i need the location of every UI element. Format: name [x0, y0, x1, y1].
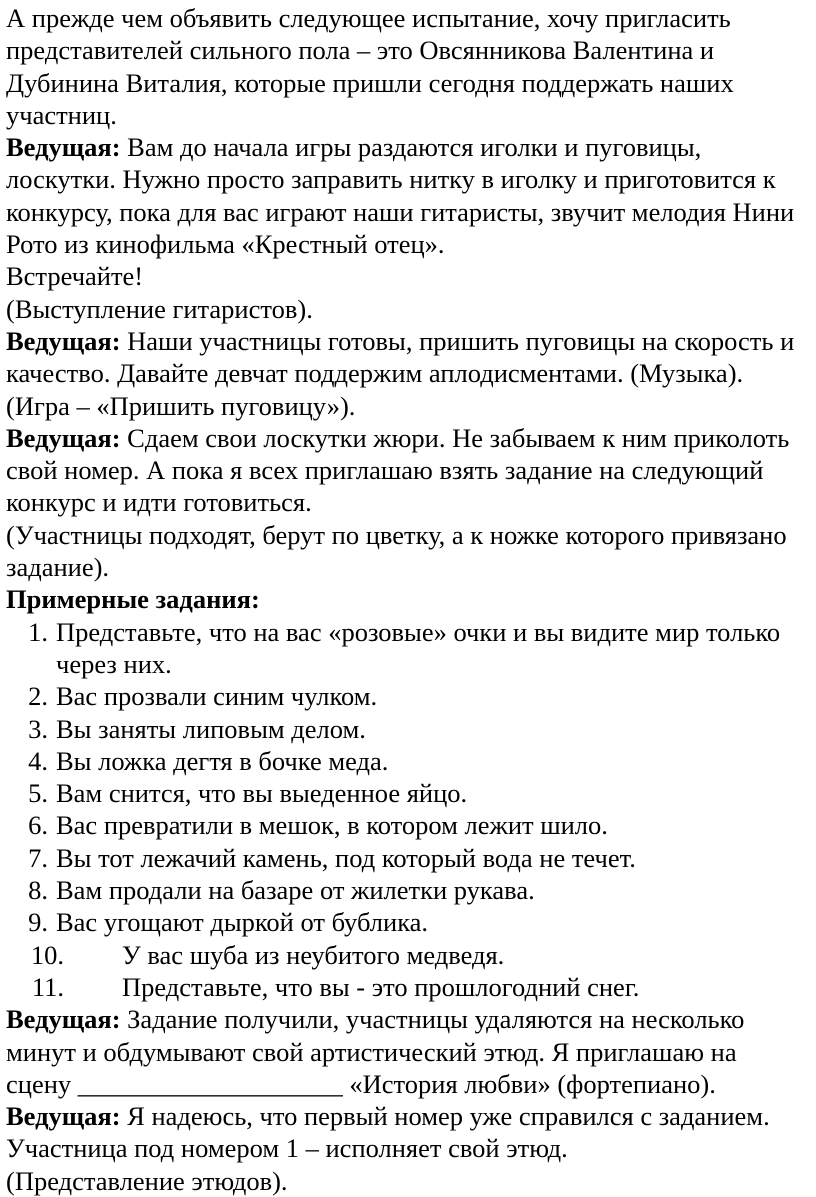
list-number: 2.: [28, 681, 48, 712]
list-number: 7.: [28, 842, 48, 873]
list-item-text: Вы заняты липовым делом.: [56, 713, 366, 744]
paragraph: [6, 325, 808, 390]
speaker-label: Ведущая:: [6, 1101, 121, 1132]
list-number: 11.: [31, 971, 64, 1002]
list-item-text: Вам снится, что вы выеденное яйцо.: [56, 778, 468, 809]
paragraph: [6, 293, 808, 325]
list-number: 6.: [28, 810, 48, 841]
list-item: [6, 842, 808, 874]
list-item: [6, 939, 808, 971]
paragraph: [6, 390, 808, 422]
list-item: [6, 616, 808, 681]
speaker-label: Ведущая:: [6, 325, 121, 356]
list-item: [6, 906, 808, 938]
paragraph: [6, 131, 808, 260]
list-number: 1.: [28, 616, 48, 647]
paragraph: [6, 519, 808, 584]
list-number: 9.: [28, 907, 48, 938]
paragraph-text: Вам до начала игры раздаются иголки и пуговицы, лоскутки. Нужно просто заправить нитку в иголку и приготовится к конкурсу, пока для вас играют наши гитаристы, звучит мелодия Нини Рото из кинофильма «Крестный отец».: [6, 132, 795, 260]
paragraph: [6, 1003, 808, 1100]
list-item: [6, 680, 808, 712]
paragraph-text: Наши участницы готовы, пришить пуговицы на скорость и качество. Давайте девчат поддержим аплодисментами. (Музыка).: [6, 325, 795, 389]
list-item: [6, 971, 808, 1003]
list-item: [6, 713, 808, 745]
paragraph-text: Встречайте!: [6, 261, 144, 292]
paragraph-text: (Игра – «Пришить пуговицу»).: [6, 390, 356, 421]
paragraph-text: (Представление этюдов).: [6, 1165, 288, 1196]
list-item-text: У вас шуба из неубитого медведя.: [122, 939, 505, 970]
paragraph-text: А прежде чем объявить следующее испытание, хочу пригласить представителей сильного пола – это Овсянникова Валентина и Дубинина Виталия, которые пришли сегодня поддержать наших участниц.: [6, 3, 734, 130]
list-number: 8.: [28, 875, 48, 906]
paragraph-text: Я надеюсь, что первый номер уже справился с заданием. Участница под номером 1 – исполняет свой этюд.: [6, 1101, 770, 1164]
tasks-list: [6, 616, 808, 1004]
paragraph-text: (Выступление гитаристов).: [6, 293, 313, 324]
list-item-text: Вас прозвали синим чулком.: [56, 681, 378, 712]
list-item-text: Представьте, что на вас «розовые» очки и вы видите мир только через них.: [56, 616, 781, 679]
paragraph: [6, 260, 808, 292]
list-number: 3.: [28, 713, 48, 744]
paragraph-text: Задание получили, участницы удаляются на несколько минут и обдумывают свой артистический этюд. Я приглашаю на сцену ____________________ «История любви» (фортепиано).: [6, 1004, 745, 1099]
tasks-heading: [6, 583, 808, 615]
paragraph-text: Сдаем свои лоскутки жюри. Не забываем к ним приколоть свой номер. А пока я всех приглашаю взять задание на следующий конкурс и идти готовиться.: [6, 422, 790, 518]
list-item-text: Вам продали на базаре от жилетки рукава.: [56, 875, 535, 906]
list-item-text: Вы тот лежачий камень, под который вода не течет.: [56, 842, 636, 873]
paragraph-text: (Участницы подходят, берут по цветку, а к ножке которого привязано задание).: [6, 519, 787, 583]
speaker-label: Ведущая:: [6, 132, 121, 163]
list-number: 5.: [28, 778, 48, 809]
list-item: [6, 745, 808, 777]
speaker-label: Ведущая:: [6, 422, 121, 453]
list-item: [6, 809, 808, 841]
list-item-text: Вас угощают дыркой от бублика.: [56, 907, 429, 938]
paragraph: [6, 422, 808, 519]
list-item-text: Вы ложка дегтя в бочке меда.: [56, 745, 389, 776]
list-item: [6, 874, 808, 906]
paragraph: [6, 2, 808, 131]
paragraph: [6, 1100, 808, 1165]
speaker-label: Ведущая:: [6, 1004, 121, 1035]
list-number: 10.: [30, 939, 64, 970]
list-item-text: Представьте, что вы - это прошлогодний снег.: [122, 971, 640, 1002]
list-number: 4.: [28, 745, 48, 776]
paragraph: [6, 1165, 808, 1197]
list-item-text: Вас превратили в мешок, в котором лежит шило.: [56, 810, 608, 841]
tasks-heading-text: Примерные задания:: [6, 584, 260, 615]
list-item: [6, 777, 808, 809]
